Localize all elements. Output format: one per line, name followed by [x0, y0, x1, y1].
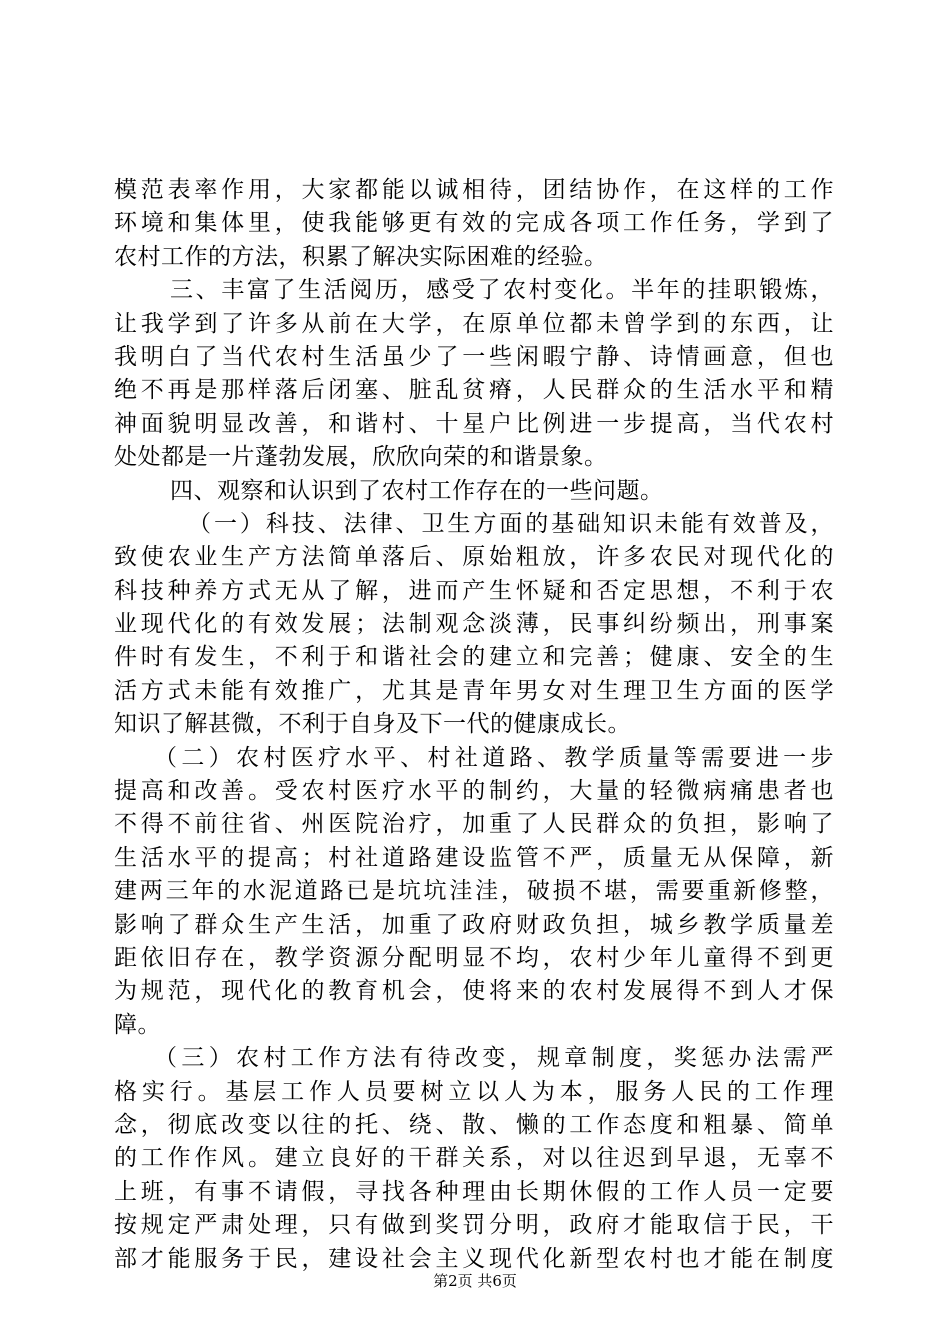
text-line: 部才能服务于民，建设社会主义现代化新型农村也才能在制度 — [114, 1245, 834, 1272]
text-line: 业现代化的有效发展；法制观念淡薄，民事纠纷频出，刑事案 — [114, 611, 834, 638]
text-line: 不得不前往省、州医院治疗，加重了人民群众的负担，影响了 — [114, 811, 834, 838]
text-line: 件时有发生，不利于和谐社会的建立和完善；健康、安全的生 — [114, 644, 834, 671]
text-line: 让我学到了许多从前在大学，在原单位都未曾学到的东西，让 — [114, 310, 834, 337]
text-line: 绝不再是那样落后闭塞、脏乱贫瘠，人民群众的生活水平和精 — [114, 377, 834, 404]
text-line: 生活水平的提高；村社道路建设监管不严，质量无从保障，新 — [114, 844, 834, 871]
text-line: 科技种养方式无从了解，进而产生怀疑和否定思想，不利于农 — [114, 577, 834, 604]
text-line: 环境和集体里，使我能够更有效的完成各项工作任务，学到了 — [114, 210, 834, 237]
text-line: 障。 — [114, 1011, 161, 1038]
text-line: （三）农村工作方法有待改变，规章制度，奖惩办法需严 — [154, 1045, 834, 1072]
text-line: 知识了解甚微，不利于自身及下一代的健康成长。 — [114, 711, 631, 738]
page-number: 第2页 共6页 — [433, 1272, 517, 1290]
text-line: 建两三年的水泥道路已是坑坑洼洼，破损不堪，需要重新修整， — [114, 878, 834, 905]
text-line: 的工作作风。建立良好的干群关系，对以往迟到早退，无辜不 — [114, 1145, 834, 1172]
text-line: 三、丰富了生活阅历，感受了农村变化。半年的挂职锻炼， — [170, 277, 834, 304]
section-heading: 四、观察和认识到了农村工作存在的一些问题。 — [170, 477, 664, 504]
text-line: 按规定严肃处理，只有做到奖罚分明，政府才能取信于民，干 — [114, 1212, 834, 1239]
text-line: （二）农村医疗水平、村社道路、教学质量等需要进一步 — [154, 744, 834, 771]
text-line: 我明白了当代农村生活虽少了一些闲暇宁静、诗情画意，但也 — [114, 343, 834, 370]
text-line: （一）科技、法律、卫生方面的基础知识未能有效普及， — [188, 510, 834, 537]
text-line: 影响了群众生产生活，加重了政府财政负担，城乡教学质量差 — [114, 911, 834, 938]
text-line: 致使农业生产方法简单落后、原始粗放，许多农民对现代化的 — [114, 544, 834, 571]
text-line: 神面貌明显改善，和谐村、十星户比例进一步提高，当代农村 — [114, 410, 834, 437]
text-line: 提高和改善。受农村医疗水平的制约，大量的轻微病痛患者也 — [114, 778, 834, 805]
text-line: 为规范，现代化的教育机会，使将来的农村发展得不到人才保 — [114, 978, 834, 1005]
text-line: 上班，有事不请假，寻找各种理由长期休假的工作人员一定要 — [114, 1178, 834, 1205]
text-line: 格实行。基层工作人员要树立以人为本，服务人民的工作理 — [114, 1078, 834, 1105]
text-line: 农村工作的方法，积累了解决实际困难的经验。 — [114, 243, 608, 270]
text-line: 处处都是一片蓬勃发展，欣欣向荣的和谐景象。 — [114, 444, 608, 471]
body-text — [114, 174, 834, 1276]
text-line: 距依旧存在，教学资源分配明显不均，农村少年儿童得不到更 — [114, 944, 834, 971]
text-line: 活方式未能有效推广，尤其是青年男女对生理卫生方面的医学 — [114, 677, 834, 704]
text-line: 念，彻底改变以往的托、绕、散、懒的工作态度和粗暴、简单 — [114, 1111, 834, 1138]
text-line: 模范表率作用，大家都能以诚相待，团结协作，在这样的工作 — [114, 177, 834, 203]
